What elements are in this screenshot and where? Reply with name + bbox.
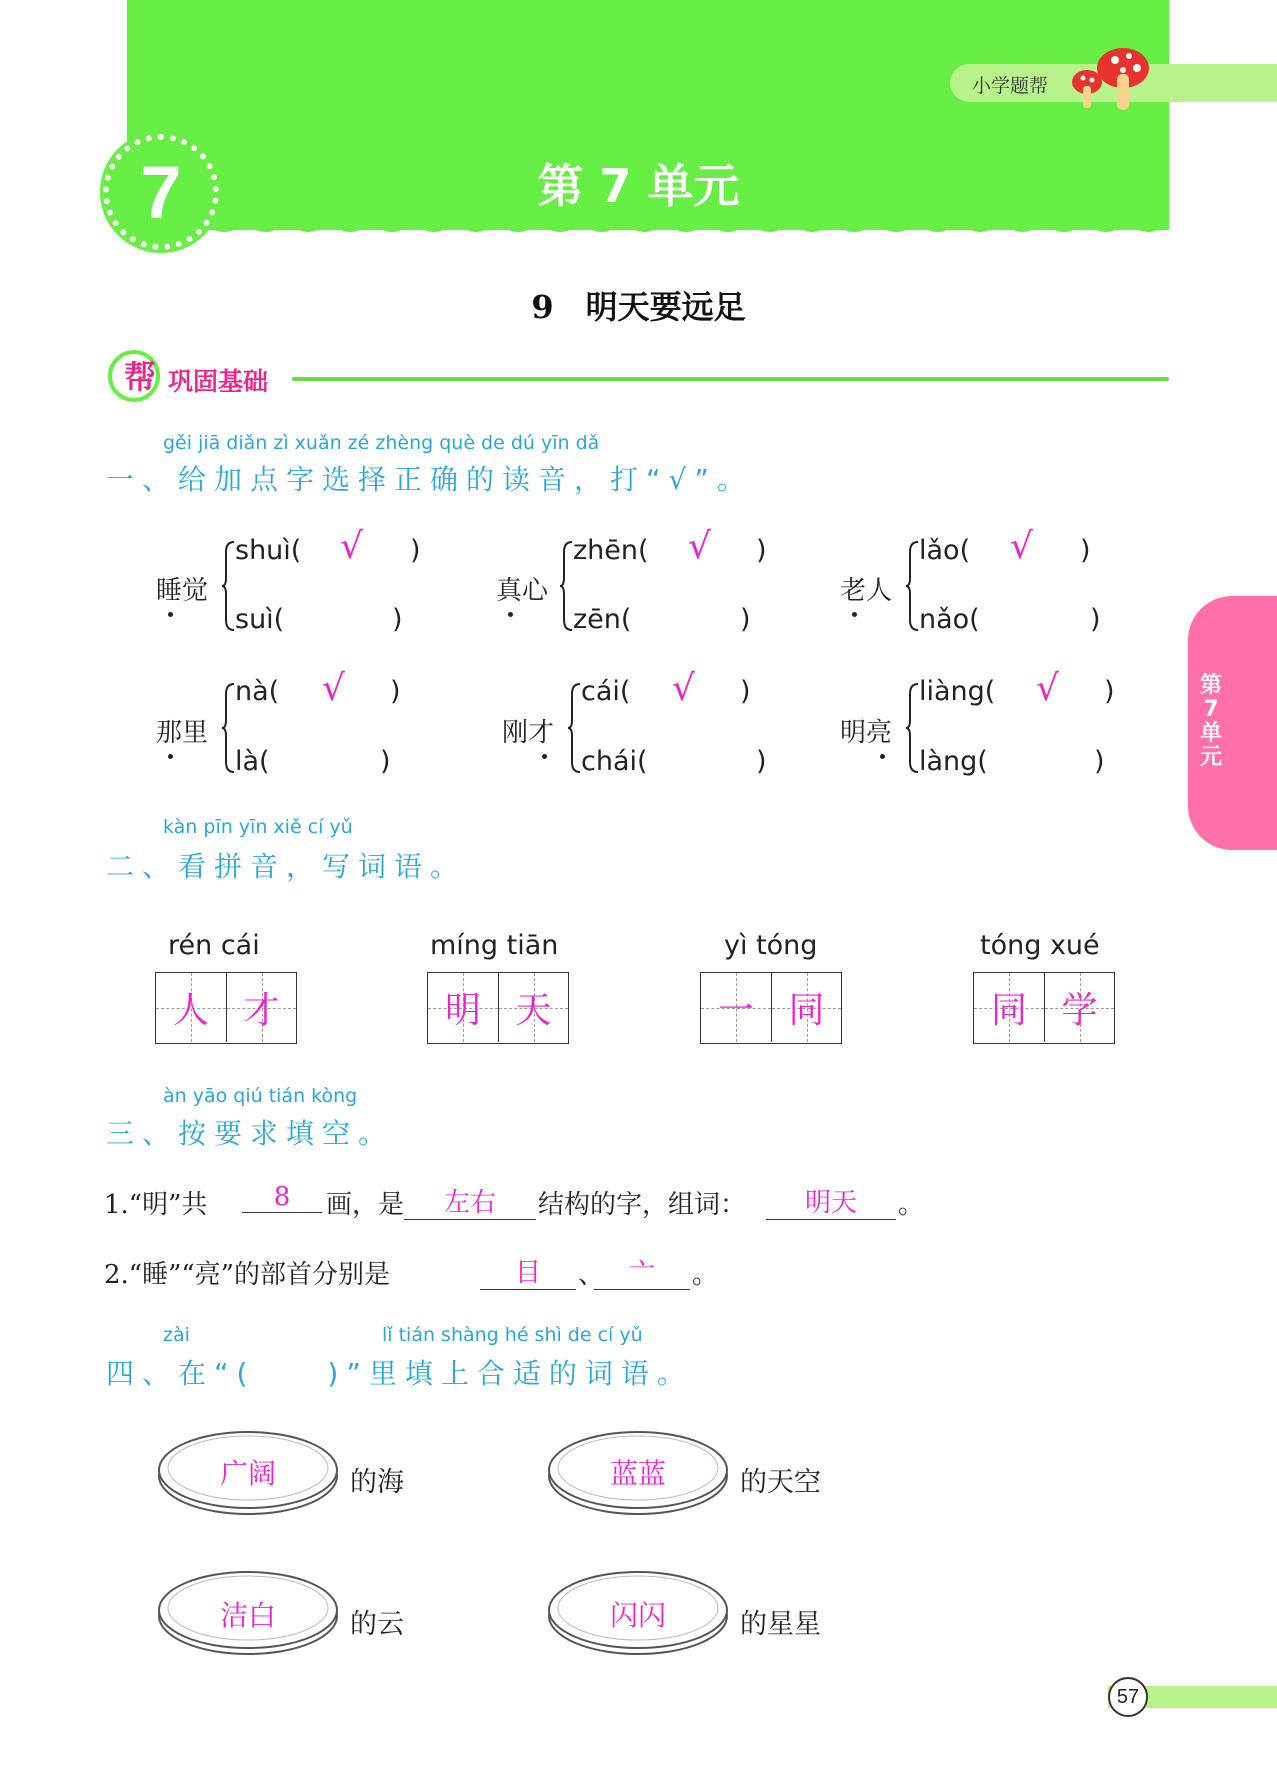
writing-grid[interactable] bbox=[973, 972, 1115, 1044]
brace bbox=[906, 540, 920, 632]
grid-cell[interactable]: 一 bbox=[701, 973, 771, 1042]
q1-word: 睡觉 bbox=[156, 570, 208, 607]
brand-label: 小学题帮 bbox=[972, 75, 1049, 97]
q4-title: 四、在“( )”里填上合适的词语。 bbox=[106, 1357, 693, 1390]
grid-cell[interactable]: 明 bbox=[428, 973, 498, 1042]
grid-cell[interactable]: 同 bbox=[974, 973, 1044, 1042]
check-mark: √ bbox=[340, 526, 363, 567]
answer-blank[interactable]: 8 bbox=[242, 1182, 322, 1213]
close-paren: ) bbox=[410, 535, 421, 566]
writing-grid[interactable] bbox=[427, 972, 569, 1044]
close-paren: ) bbox=[392, 604, 403, 635]
close-paren: ) bbox=[1090, 604, 1101, 635]
grid-cell[interactable]: 天 bbox=[498, 973, 568, 1042]
banner-wave-edge bbox=[127, 212, 1169, 252]
q1-option[interactable]: shuì( bbox=[235, 535, 302, 566]
lesson-title: 9 明天要远足 bbox=[531, 288, 746, 326]
grid-cell[interactable]: 人 bbox=[156, 973, 226, 1042]
section-title: 巩固基础 bbox=[168, 367, 269, 396]
unit-number-badge: 7 bbox=[103, 134, 219, 250]
oval-answer[interactable]: 广阔 bbox=[219, 1457, 276, 1490]
q4-pinyin: zài bbox=[163, 1324, 190, 1346]
close-paren: ) bbox=[1094, 746, 1105, 777]
q3-text: 。 bbox=[898, 1190, 925, 1220]
q1-option[interactable]: chái( bbox=[581, 746, 648, 777]
section-divider bbox=[292, 377, 1169, 381]
q1-option[interactable]: suì( bbox=[235, 604, 285, 635]
q2-pinyin: kàn pīn yīn xiě cí yǔ bbox=[163, 816, 353, 838]
q1-option[interactable]: zēn( bbox=[573, 604, 632, 635]
section-title-char: 帮 bbox=[124, 358, 157, 396]
oval-answer[interactable]: 洁白 bbox=[219, 1599, 276, 1632]
q3-text: 1.“明”共 bbox=[104, 1190, 208, 1220]
q3-text: 。 bbox=[692, 1260, 719, 1290]
brace bbox=[222, 540, 236, 632]
close-paren: ) bbox=[390, 676, 401, 707]
q3-text: 画，是 bbox=[326, 1190, 405, 1220]
close-paren: ) bbox=[1080, 535, 1091, 566]
answer-blank[interactable]: 目 bbox=[480, 1252, 576, 1290]
q1-word: 明亮 bbox=[840, 712, 892, 749]
q1-word: 刚才 bbox=[502, 712, 554, 749]
q1-word: 老人 bbox=[840, 570, 892, 607]
q3-pinyin: àn yāo qiú tián kòng bbox=[163, 1085, 358, 1107]
q1-option[interactable]: lǎo( bbox=[919, 535, 971, 566]
writing-grid[interactable] bbox=[700, 972, 842, 1044]
q3-title: 三、按要求填空。 bbox=[106, 1117, 395, 1150]
grid-cell[interactable]: 同 bbox=[771, 973, 841, 1042]
unit-title: 第 7 单元 bbox=[537, 159, 740, 213]
check-mark: √ bbox=[688, 526, 711, 567]
oval-suffix: 的海 bbox=[350, 1467, 404, 1498]
q1-word: 真心 bbox=[496, 570, 548, 607]
q1-option[interactable]: liàng( bbox=[919, 676, 996, 707]
q1-option[interactable]: zhēn( bbox=[573, 535, 649, 566]
oval-answer[interactable]: 蓝蓝 bbox=[609, 1457, 666, 1490]
grid-cell[interactable]: 学 bbox=[1044, 973, 1114, 1042]
side-tab-label: 第7单元 bbox=[1199, 673, 1222, 770]
q1-word: 那里 bbox=[156, 712, 208, 749]
close-paren: ) bbox=[740, 604, 751, 635]
brace bbox=[222, 682, 236, 774]
q2-pinyin-label: rén cái bbox=[168, 930, 260, 961]
q2-pinyin-label: míng tiān bbox=[430, 930, 559, 961]
check-mark: √ bbox=[1010, 526, 1033, 567]
page-number: 57 bbox=[1108, 1677, 1148, 1717]
q4-pinyin: lǐ tián shàng hé shì de cí yǔ bbox=[382, 1324, 643, 1346]
close-paren: ) bbox=[756, 746, 767, 777]
q3-text: 结构的字，组词： bbox=[538, 1190, 747, 1220]
oval-suffix: 的星星 bbox=[740, 1609, 821, 1640]
brace bbox=[906, 682, 920, 774]
grid-cell[interactable]: 才 bbox=[226, 973, 296, 1042]
check-mark: √ bbox=[1036, 668, 1059, 709]
mushroom-icon bbox=[1065, 44, 1155, 114]
q1-pinyin: gěi jiā diǎn zì xuǎn zé zhèng què de dú yīn dǎ bbox=[163, 432, 600, 454]
close-paren: ) bbox=[756, 535, 767, 566]
q2-pinyin-label: yì tóng bbox=[724, 930, 818, 961]
oval-suffix: 的云 bbox=[350, 1609, 404, 1640]
q2-title: 二、看拼音，写词语。 bbox=[106, 850, 467, 883]
brace bbox=[560, 540, 574, 632]
q1-option[interactable]: nǎo( bbox=[919, 604, 980, 635]
q1-option[interactable]: cái( bbox=[581, 676, 631, 707]
close-paren: ) bbox=[380, 746, 391, 777]
q1-option[interactable]: nà( bbox=[235, 676, 280, 707]
oval-answer[interactable]: 闪闪 bbox=[609, 1599, 666, 1632]
q3-text: 、 bbox=[578, 1260, 605, 1290]
answer-blank[interactable]: 明天 bbox=[766, 1182, 896, 1220]
oval-suffix: 的天空 bbox=[740, 1467, 821, 1498]
q3-text: 2.“睡”“亮”的部首分别是 bbox=[104, 1260, 390, 1290]
close-paren: ) bbox=[1104, 676, 1115, 707]
brace bbox=[568, 682, 582, 774]
q1-option[interactable]: làng( bbox=[919, 746, 988, 777]
writing-grid[interactable] bbox=[155, 972, 297, 1044]
q1-option[interactable]: là( bbox=[235, 746, 270, 777]
q1-title: 一、给加点字选择正确的读音，打“√”。 bbox=[106, 463, 753, 496]
check-mark: √ bbox=[672, 668, 695, 709]
q2-pinyin-label: tóng xué bbox=[980, 930, 1100, 961]
check-mark: √ bbox=[322, 668, 345, 709]
answer-blank[interactable]: 亠 bbox=[594, 1252, 690, 1290]
answer-blank[interactable]: 左右 bbox=[404, 1182, 536, 1220]
close-paren: ) bbox=[740, 676, 751, 707]
